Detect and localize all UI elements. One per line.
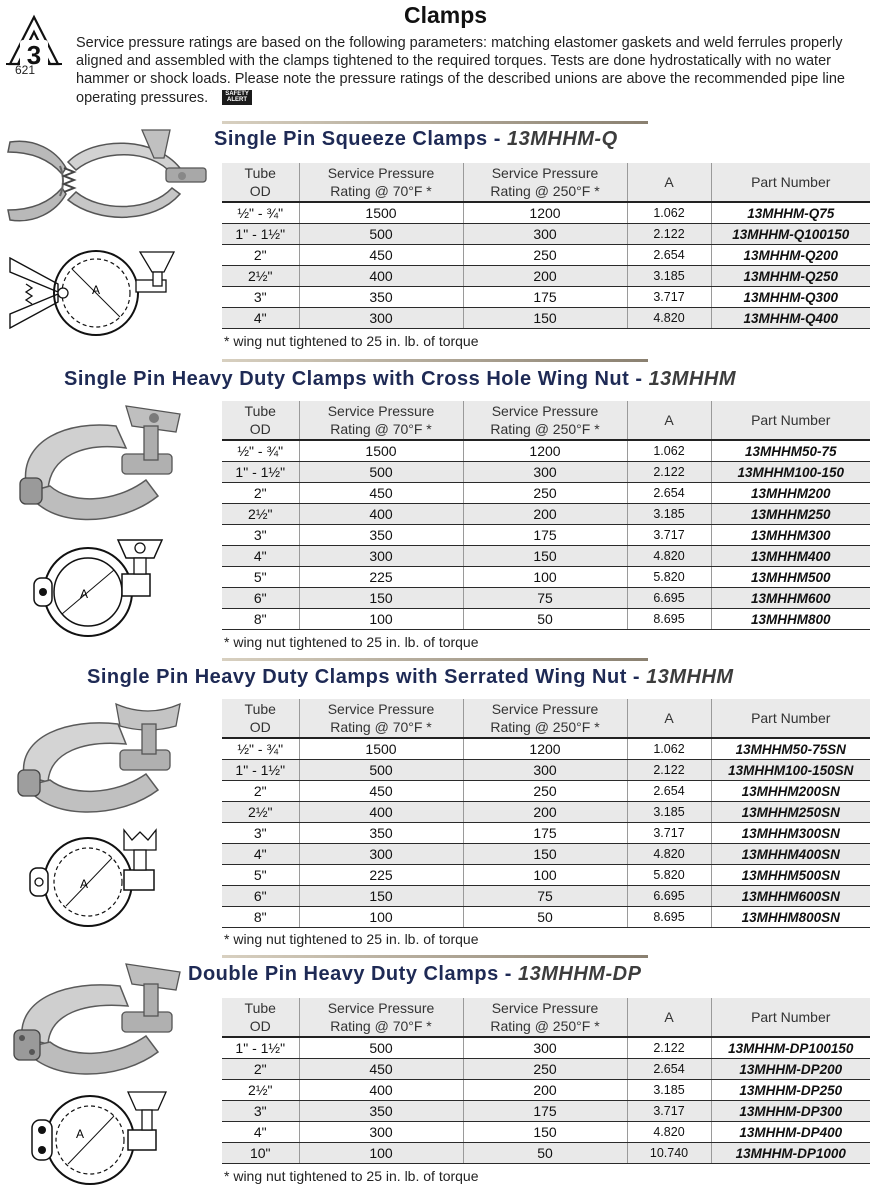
table-row bbox=[222, 1059, 870, 1080]
pressure-70f-cell: 150 bbox=[299, 886, 463, 907]
pressure-70f-header: Service Pressure Rating @ 70°F * bbox=[299, 163, 463, 202]
dimension-a-cell: 2.122 bbox=[627, 224, 711, 245]
table-row bbox=[222, 1101, 870, 1122]
pressure-250f-cell: 300 bbox=[463, 760, 627, 781]
part-number-cell: 13MHHM400 bbox=[711, 546, 870, 567]
spec-table-serrated bbox=[222, 699, 870, 928]
page-title: Clamps bbox=[403, 2, 488, 28]
table-row bbox=[222, 609, 870, 630]
double-pin-clamp-photo bbox=[8, 958, 184, 1086]
tube-od-cell: 3" bbox=[222, 287, 299, 308]
table-row bbox=[222, 588, 870, 609]
tube-od-cell: ½" - ¾" bbox=[222, 440, 299, 462]
table-header-row bbox=[222, 163, 870, 202]
tube-od-cell: 4" bbox=[222, 844, 299, 865]
dimension-a-cell: 4.820 bbox=[627, 844, 711, 865]
pressure-70f-cell: 500 bbox=[299, 462, 463, 483]
dimension-a-cell: 6.695 bbox=[627, 588, 711, 609]
table-row bbox=[222, 567, 870, 588]
table-row bbox=[222, 525, 870, 546]
pressure-70f-cell: 300 bbox=[299, 844, 463, 865]
dimension-a-cell: 2.654 bbox=[627, 483, 711, 504]
safety-alert-icon: SAFETY ALERT bbox=[222, 90, 252, 105]
pressure-250f-cell: 50 bbox=[463, 1143, 627, 1164]
part-number-header: Part Number bbox=[711, 163, 870, 202]
table-row bbox=[222, 440, 870, 462]
spec-table-squeeze bbox=[222, 163, 870, 329]
part-number-cell: 13MHHM-Q300 bbox=[711, 287, 870, 308]
table-row bbox=[222, 308, 870, 329]
section-title: Single Pin Heavy Duty Clamps with Cross Hole Wing Nut - 13MHHM bbox=[64, 368, 737, 390]
tube-od-cell: 3" bbox=[222, 1101, 299, 1122]
part-number-cell: 13MHHM-DP200 bbox=[711, 1059, 870, 1080]
table-row bbox=[222, 224, 870, 245]
dimension-a-header: A bbox=[627, 998, 711, 1037]
pressure-70f-cell: 300 bbox=[299, 1122, 463, 1143]
table-row bbox=[222, 202, 870, 224]
dimension-a-cell: 2.122 bbox=[627, 462, 711, 483]
tube-od-cell: 1" - 1½" bbox=[222, 1037, 299, 1059]
table-row bbox=[222, 266, 870, 287]
tube-od-cell: 2½" bbox=[222, 1080, 299, 1101]
pressure-250f-cell: 100 bbox=[463, 865, 627, 886]
tube-od-cell: ½" - ¾" bbox=[222, 738, 299, 760]
pressure-70f-header: Service Pressure Rating @ 70°F * bbox=[299, 699, 463, 738]
table-header-row bbox=[222, 401, 870, 440]
dimension-a-cell: 5.820 bbox=[627, 865, 711, 886]
pressure-250f-cell: 250 bbox=[463, 483, 627, 504]
part-number-cell: 13MHHM-DP250 bbox=[711, 1080, 870, 1101]
tube-od-cell: 2" bbox=[222, 245, 299, 266]
tube-od-cell: ½" - ¾" bbox=[222, 202, 299, 224]
pressure-70f-cell: 400 bbox=[299, 1080, 463, 1101]
logo-number: 621 bbox=[15, 63, 36, 77]
pressure-250f-cell: 300 bbox=[463, 462, 627, 483]
pressure-250f-header: Service Pressure Rating @ 250°F * bbox=[463, 699, 627, 738]
pressure-250f-cell: 50 bbox=[463, 609, 627, 630]
pressure-70f-cell: 450 bbox=[299, 781, 463, 802]
table-row bbox=[222, 1122, 870, 1143]
dimension-a-cell: 1.062 bbox=[627, 440, 711, 462]
part-number-cell: 13MHHM-DP400 bbox=[711, 1122, 870, 1143]
pressure-70f-cell: 450 bbox=[299, 245, 463, 266]
table-row bbox=[222, 886, 870, 907]
pressure-250f-cell: 250 bbox=[463, 245, 627, 266]
table-row bbox=[222, 781, 870, 802]
pressure-70f-cell: 100 bbox=[299, 907, 463, 928]
squeeze-clamp-photo bbox=[4, 128, 216, 230]
tube-od-cell: 3" bbox=[222, 823, 299, 844]
dimension-a-cell: 2.122 bbox=[627, 1037, 711, 1059]
pressure-70f-header: Service Pressure Rating @ 70°F * bbox=[299, 998, 463, 1037]
part-number-cell: 13MHHM-DP300 bbox=[711, 1101, 870, 1122]
dimension-a-cell: 1.062 bbox=[627, 202, 711, 224]
part-number-cell: 13MHHM-Q200 bbox=[711, 245, 870, 266]
pressure-250f-cell: 1200 bbox=[463, 738, 627, 760]
tube-od-header: Tube OD bbox=[222, 699, 299, 738]
tube-od-cell: 2½" bbox=[222, 504, 299, 525]
part-number-cell: 13MHHM-DP100150 bbox=[711, 1037, 870, 1059]
double-pin-clamp-drawing bbox=[24, 1086, 176, 1188]
part-number-cell: 13MHHM500 bbox=[711, 567, 870, 588]
table-row bbox=[222, 802, 870, 823]
table-row bbox=[222, 1080, 870, 1101]
table-row bbox=[222, 738, 870, 760]
logo-symbol: 3 bbox=[26, 40, 42, 70]
tube-od-header: Tube OD bbox=[222, 998, 299, 1037]
pressure-70f-cell: 400 bbox=[299, 802, 463, 823]
part-number-cell: 13MHHM800 bbox=[711, 609, 870, 630]
part-number-cell: 13MHHM-Q75 bbox=[711, 202, 870, 224]
tube-od-cell: 8" bbox=[222, 907, 299, 928]
dimension-a-cell: 3.185 bbox=[627, 504, 711, 525]
dimension-a-cell: 2.654 bbox=[627, 1059, 711, 1080]
svg-text:A: A bbox=[92, 283, 101, 297]
spec-table-cross-hole bbox=[222, 401, 870, 630]
tube-od-cell: 6" bbox=[222, 886, 299, 907]
pressure-250f-cell: 175 bbox=[463, 287, 627, 308]
part-number-header: Part Number bbox=[711, 401, 870, 440]
table-header-row bbox=[222, 998, 870, 1037]
dimension-a-cell: 3.185 bbox=[627, 802, 711, 823]
part-number-cell: 13MHHM-Q100150 bbox=[711, 224, 870, 245]
svg-text:A: A bbox=[80, 877, 89, 891]
pressure-250f-cell: 75 bbox=[463, 588, 627, 609]
svg-text:A: A bbox=[76, 1127, 85, 1141]
pressure-70f-cell: 450 bbox=[299, 1059, 463, 1080]
dimension-a-cell: 3.717 bbox=[627, 287, 711, 308]
part-number-cell: 13MHHM300 bbox=[711, 525, 870, 546]
pressure-70f-cell: 300 bbox=[299, 308, 463, 329]
dimension-a-cell: 10.740 bbox=[627, 1143, 711, 1164]
serrated-wing-clamp-photo bbox=[8, 700, 184, 824]
table-row bbox=[222, 907, 870, 928]
table-row bbox=[222, 245, 870, 266]
tube-od-header: Tube OD bbox=[222, 163, 299, 202]
dimension-a-header: A bbox=[627, 699, 711, 738]
pressure-70f-cell: 1500 bbox=[299, 738, 463, 760]
dimension-a-cell: 4.820 bbox=[627, 1122, 711, 1143]
table-row bbox=[222, 462, 870, 483]
pressure-250f-cell: 150 bbox=[463, 308, 627, 329]
dimension-a-cell: 3.185 bbox=[627, 266, 711, 287]
dimension-a-cell: 3.185 bbox=[627, 1080, 711, 1101]
serrated-wing-clamp-drawing bbox=[24, 826, 176, 930]
pressure-70f-cell: 225 bbox=[299, 567, 463, 588]
part-number-cell: 13MHHM600SN bbox=[711, 886, 870, 907]
tube-od-header: Tube OD bbox=[222, 401, 299, 440]
part-number-cell: 13MHHM50-75 bbox=[711, 440, 870, 462]
pressure-70f-cell: 150 bbox=[299, 588, 463, 609]
section-divider bbox=[222, 955, 648, 958]
section-title: Double Pin Heavy Duty Clamps - 13MHHM-DP bbox=[188, 963, 642, 985]
tube-od-cell: 6" bbox=[222, 588, 299, 609]
tube-od-cell: 10" bbox=[222, 1143, 299, 1164]
pressure-250f-cell: 150 bbox=[463, 1122, 627, 1143]
torque-note: * wing nut tightened to 25 in. lb. of torque bbox=[224, 931, 479, 947]
tube-od-cell: 3" bbox=[222, 525, 299, 546]
part-number-header: Part Number bbox=[711, 998, 870, 1037]
pressure-250f-cell: 200 bbox=[463, 1080, 627, 1101]
svg-text:A: A bbox=[80, 587, 89, 601]
dimension-a-cell: 3.717 bbox=[627, 823, 711, 844]
pressure-250f-header: Service Pressure Rating @ 250°F * bbox=[463, 401, 627, 440]
table-row bbox=[222, 546, 870, 567]
pressure-70f-cell: 500 bbox=[299, 760, 463, 781]
dimension-a-header: A bbox=[627, 163, 711, 202]
cross-hole-clamp-photo bbox=[8, 400, 184, 536]
part-number-cell: 13MHHM100-150 bbox=[711, 462, 870, 483]
dimension-a-cell: 2.122 bbox=[627, 760, 711, 781]
pressure-70f-cell: 100 bbox=[299, 609, 463, 630]
table-row bbox=[222, 760, 870, 781]
table-row bbox=[222, 504, 870, 525]
tube-od-cell: 4" bbox=[222, 308, 299, 329]
tube-od-cell: 5" bbox=[222, 567, 299, 588]
dimension-a-cell: 8.695 bbox=[627, 609, 711, 630]
part-number-header: Part Number bbox=[711, 699, 870, 738]
tube-od-cell: 4" bbox=[222, 1122, 299, 1143]
dimension-a-cell: 8.695 bbox=[627, 907, 711, 928]
pressure-250f-cell: 1200 bbox=[463, 202, 627, 224]
pressure-250f-cell: 200 bbox=[463, 802, 627, 823]
part-number-cell: 13MHHM200 bbox=[711, 483, 870, 504]
part-number-cell: 13MHHM-DP1000 bbox=[711, 1143, 870, 1164]
torque-note: * wing nut tightened to 25 in. lb. of torque bbox=[224, 333, 479, 349]
table-row bbox=[222, 1143, 870, 1164]
pressure-250f-cell: 200 bbox=[463, 504, 627, 525]
pressure-250f-cell: 1200 bbox=[463, 440, 627, 462]
pressure-70f-cell: 500 bbox=[299, 1037, 463, 1059]
table-row bbox=[222, 865, 870, 886]
intro-text: Service pressure ratings are based on the following parameters: matching elastomer gaskets and weld ferrules properly aligned and assembled with the clamps tightened to the required torques. Tests are done hydrostatically with no water hammer or shock loads. Please note the pressure ratings of the described unions are above the recommended pipe line operating pressures. SAFETY ALERT bbox=[76, 35, 845, 106]
part-number-cell: 13MHHM250 bbox=[711, 504, 870, 525]
part-number-cell: 13MHHM250SN bbox=[711, 802, 870, 823]
pressure-250f-cell: 75 bbox=[463, 886, 627, 907]
pressure-250f-cell: 250 bbox=[463, 1059, 627, 1080]
dimension-a-cell: 4.820 bbox=[627, 546, 711, 567]
pressure-70f-cell: 300 bbox=[299, 546, 463, 567]
pressure-70f-cell: 350 bbox=[299, 823, 463, 844]
torque-note: * wing nut tightened to 25 in. lb. of torque bbox=[224, 1168, 479, 1184]
pressure-250f-header: Service Pressure Rating @ 250°F * bbox=[463, 998, 627, 1037]
squeeze-clamp-drawing bbox=[8, 244, 178, 340]
pressure-250f-cell: 175 bbox=[463, 823, 627, 844]
tube-od-cell: 2" bbox=[222, 1059, 299, 1080]
table-row bbox=[222, 1037, 870, 1059]
dimension-a-cell: 6.695 bbox=[627, 886, 711, 907]
tube-od-cell: 2½" bbox=[222, 802, 299, 823]
torque-note: * wing nut tightened to 25 in. lb. of torque bbox=[224, 634, 479, 650]
dimension-a-cell: 5.820 bbox=[627, 567, 711, 588]
section-title: Single Pin Heavy Duty Clamps with Serrated Wing Nut - 13MHHM bbox=[87, 666, 734, 688]
pressure-250f-cell: 250 bbox=[463, 781, 627, 802]
table-row bbox=[222, 844, 870, 865]
tube-od-cell: 8" bbox=[222, 609, 299, 630]
tube-od-cell: 1" - 1½" bbox=[222, 462, 299, 483]
pressure-70f-cell: 450 bbox=[299, 483, 463, 504]
pressure-70f-header: Service Pressure Rating @ 70°F * bbox=[299, 401, 463, 440]
pressure-250f-cell: 100 bbox=[463, 567, 627, 588]
tube-od-cell: 5" bbox=[222, 865, 299, 886]
tube-od-cell: 1" - 1½" bbox=[222, 224, 299, 245]
tube-od-cell: 4" bbox=[222, 546, 299, 567]
part-number-cell: 13MHHM200SN bbox=[711, 781, 870, 802]
part-number-cell: 13MHHM800SN bbox=[711, 907, 870, 928]
pressure-70f-cell: 100 bbox=[299, 1143, 463, 1164]
pressure-70f-cell: 500 bbox=[299, 224, 463, 245]
pressure-70f-cell: 350 bbox=[299, 525, 463, 546]
pressure-70f-cell: 350 bbox=[299, 1101, 463, 1122]
pressure-70f-cell: 1500 bbox=[299, 202, 463, 224]
section-divider bbox=[222, 359, 648, 362]
tube-od-cell: 1" - 1½" bbox=[222, 760, 299, 781]
dimension-a-cell: 4.820 bbox=[627, 308, 711, 329]
pressure-250f-cell: 200 bbox=[463, 266, 627, 287]
tube-od-cell: 2½" bbox=[222, 266, 299, 287]
pressure-70f-cell: 400 bbox=[299, 504, 463, 525]
dimension-a-cell: 3.717 bbox=[627, 525, 711, 546]
table-row bbox=[222, 287, 870, 308]
dimension-a-cell: 2.654 bbox=[627, 781, 711, 802]
part-number-cell: 13MHHM-Q250 bbox=[711, 266, 870, 287]
table-header-row bbox=[222, 699, 870, 738]
pressure-70f-cell: 350 bbox=[299, 287, 463, 308]
part-number-cell: 13MHHM-Q400 bbox=[711, 308, 870, 329]
cross-hole-clamp-drawing bbox=[22, 534, 172, 640]
pressure-250f-cell: 175 bbox=[463, 1101, 627, 1122]
part-number-cell: 13MHHM50-75SN bbox=[711, 738, 870, 760]
pressure-250f-header: Service Pressure Rating @ 250°F * bbox=[463, 163, 627, 202]
pressure-250f-cell: 150 bbox=[463, 546, 627, 567]
dimension-a-cell: 2.654 bbox=[627, 245, 711, 266]
section-divider bbox=[222, 121, 648, 124]
part-number-cell: 13MHHM400SN bbox=[711, 844, 870, 865]
pressure-70f-cell: 225 bbox=[299, 865, 463, 886]
table-row bbox=[222, 483, 870, 504]
pressure-250f-cell: 50 bbox=[463, 907, 627, 928]
pressure-250f-cell: 300 bbox=[463, 1037, 627, 1059]
dimension-a-header: A bbox=[627, 401, 711, 440]
part-number-cell: 13MHHM300SN bbox=[711, 823, 870, 844]
part-number-cell: 13MHHM100-150SN bbox=[711, 760, 870, 781]
section-title: Single Pin Squeeze Clamps - 13MHHM-Q bbox=[214, 128, 618, 150]
part-number-cell: 13MHHM600 bbox=[711, 588, 870, 609]
pressure-70f-cell: 1500 bbox=[299, 440, 463, 462]
tube-od-cell: 2" bbox=[222, 483, 299, 504]
spec-table-double-pin bbox=[222, 998, 870, 1164]
pressure-250f-cell: 175 bbox=[463, 525, 627, 546]
dimension-a-cell: 1.062 bbox=[627, 738, 711, 760]
dimension-a-cell: 3.717 bbox=[627, 1101, 711, 1122]
table-row bbox=[222, 823, 870, 844]
pressure-250f-cell: 300 bbox=[463, 224, 627, 245]
part-number-cell: 13MHHM500SN bbox=[711, 865, 870, 886]
section-divider bbox=[222, 658, 648, 661]
tube-od-cell: 2" bbox=[222, 781, 299, 802]
pressure-250f-cell: 150 bbox=[463, 844, 627, 865]
pressure-70f-cell: 400 bbox=[299, 266, 463, 287]
